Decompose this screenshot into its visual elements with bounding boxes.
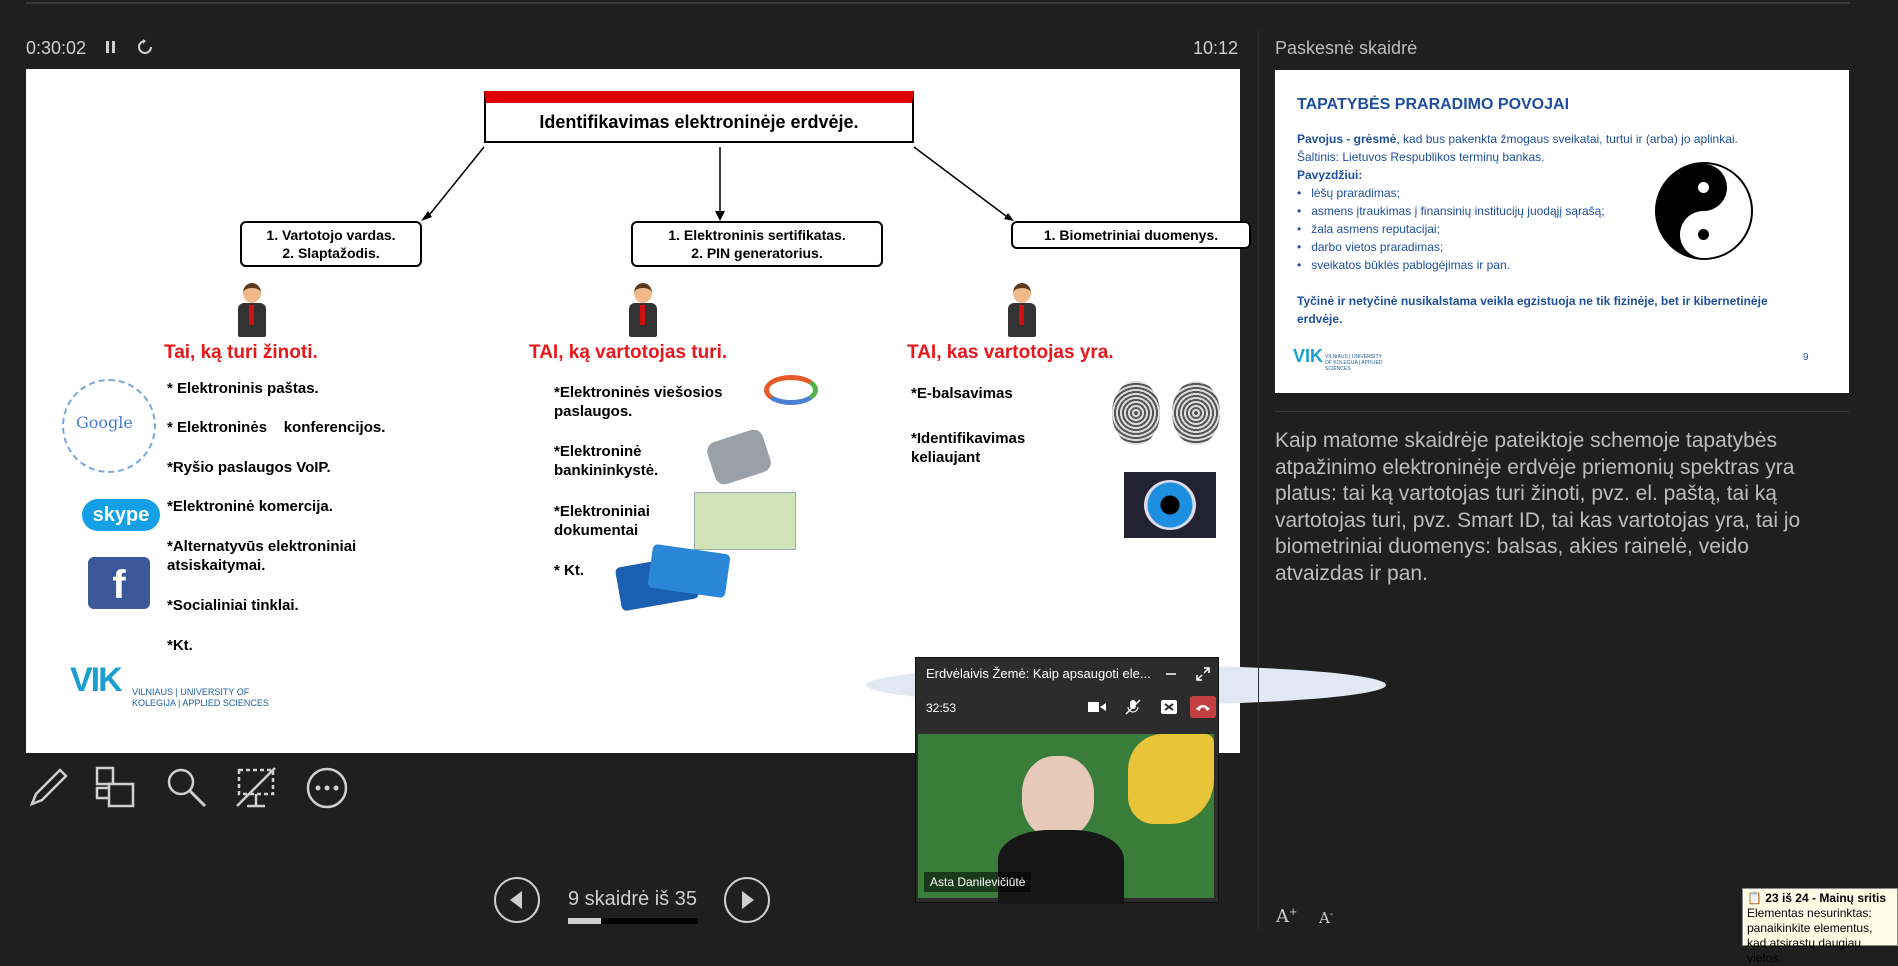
list-item: * Elektroninis paštas. bbox=[167, 380, 319, 397]
next-logo-caption: VILNIAUS | UNIVERSITY OF KOLEGIJA | APPLIED SCIENCES bbox=[1325, 354, 1383, 372]
pause-button[interactable] bbox=[104, 39, 118, 60]
black-screen-button[interactable] bbox=[235, 766, 279, 810]
minimize-button[interactable] bbox=[1158, 663, 1184, 685]
next-slide-title: TAPATYBĖS PRARADIMO POVOJAI bbox=[1297, 96, 1570, 113]
next-slide-label: Paskesnė skaidrė bbox=[1275, 38, 1418, 58]
bubble-line: 1. Vartotojo vardas. bbox=[266, 227, 396, 243]
next-example: • žala asmens reputacijai; bbox=[1297, 222, 1440, 236]
slide-title: Identifikavimas elektroninėje erdvėje. bbox=[484, 91, 914, 143]
bubble-line: 2. PIN generatorius. bbox=[691, 245, 823, 261]
pen-tool-button[interactable] bbox=[26, 766, 70, 810]
bubble-have bbox=[631, 221, 883, 267]
list-item: *Elektroninė komercija. bbox=[167, 498, 333, 515]
e-services-icon bbox=[764, 375, 818, 405]
speaker-notes[interactable]: Kaip matome skaidrėje pateiktoje schemoje tapatybės atpažinimo elektroninėje erdvėje priemonių spektras yra platus: tai ką vartotojas turi žinoti, pvz. el. paštą, tai ką vartotojas turi, pvz. Smart ID, tai kas vartotojas yra, tai jo biometriniai duomenys: balsas, akies rainelė, veido atvaizdas ir pan. bbox=[1275, 429, 1801, 585]
section-know-title: Tai, ką turi žinoti. bbox=[164, 342, 318, 363]
zoom-icon bbox=[165, 766, 209, 810]
next-example: • darbo vietos praradimas; bbox=[1297, 240, 1444, 254]
list-item: * Kt. bbox=[554, 562, 584, 579]
clock: 10:12 bbox=[1193, 38, 1239, 58]
list-item: *Elektroninės viešosios paslaugos. bbox=[554, 384, 723, 420]
slide-progress-fill bbox=[568, 918, 601, 924]
hang-up-button[interactable] bbox=[1190, 696, 1216, 718]
list-item: *E-balsavimas bbox=[911, 385, 1013, 402]
fingerprint-icon bbox=[1112, 381, 1160, 445]
vik-logo: VIK bbox=[70, 661, 121, 699]
panel-divider bbox=[1258, 30, 1259, 930]
hang-up-icon bbox=[1195, 702, 1211, 712]
list-item: *Alternatyvūs elektroniniai atsiskaitymai. bbox=[167, 538, 357, 574]
tooltip-title: 📋 23 iš 24 - Mainų sritis bbox=[1747, 891, 1886, 905]
eye-iris-icon bbox=[1124, 472, 1216, 538]
pause-icon bbox=[104, 39, 118, 55]
section-are-title: TAI, kas vartotojas yra. bbox=[907, 342, 1114, 363]
camera-icon bbox=[1088, 701, 1106, 713]
example-text: lėšų praradimas; bbox=[1311, 186, 1400, 200]
previous-slide-button[interactable] bbox=[494, 877, 540, 923]
list-item: *Identifikavimas keliaujant bbox=[911, 430, 1026, 466]
logo-caption-line: VILNIAUS | UNIVERSITY OF bbox=[132, 687, 250, 697]
slides-grid-icon bbox=[95, 766, 139, 810]
example-text: žala asmens reputacijai; bbox=[1311, 222, 1440, 236]
call-title: Erdvėlaivis Žemė: Kaip apsaugoti ele... bbox=[926, 666, 1151, 681]
video-call-window[interactable] bbox=[915, 657, 1219, 903]
elapsed-timer: 0:30:02 bbox=[26, 38, 87, 58]
next-slide-preview[interactable] bbox=[1275, 70, 1849, 393]
stop-share-icon bbox=[1161, 700, 1177, 714]
next-definition-text: , kad bus pakenkta žmogaus sveikatai, turtui ir (arba) jo aplinkai. bbox=[1396, 132, 1738, 146]
next-slide-button[interactable] bbox=[724, 877, 770, 923]
restart-icon bbox=[137, 39, 153, 55]
list-item: *Elektroniniai dokumentai bbox=[554, 503, 650, 539]
list-item: *Ryšio paslaugos VoIP. bbox=[167, 459, 331, 476]
list-item: *Kt. bbox=[167, 637, 193, 654]
next-examples-label: Pavyzdžiui: bbox=[1297, 168, 1363, 182]
person-figure bbox=[1006, 283, 1036, 339]
slide-progress-bar bbox=[568, 918, 698, 924]
zoom-button[interactable] bbox=[165, 766, 209, 810]
section-have-title: TAI, ką vartotojas turi. bbox=[529, 342, 728, 363]
next-source: Šaltinis: Lietuvos Respublikos terminų bankas. bbox=[1297, 150, 1545, 164]
slide-counter: 9 skaidrė iš 35 bbox=[568, 888, 697, 910]
example-text: darbo vietos praradimas; bbox=[1311, 240, 1444, 254]
example-text: sveikatos būklės pablogėjimas ir pan. bbox=[1311, 258, 1510, 272]
restart-button[interactable] bbox=[137, 39, 153, 60]
participant-face bbox=[1022, 756, 1094, 838]
notes-divider bbox=[1275, 411, 1849, 412]
google-icon bbox=[62, 379, 156, 473]
participant-name: Asta Danilevičiūtė bbox=[924, 872, 1031, 892]
chevron-right-icon bbox=[726, 879, 768, 921]
more-icon bbox=[305, 766, 349, 810]
expand-icon bbox=[1196, 667, 1210, 681]
bubble-line: 2. Slaptažodis. bbox=[282, 245, 380, 261]
minimize-icon bbox=[1165, 668, 1177, 680]
example-text: asmens įtraukimas į finansinių institucijų juodąjį sąrašą; bbox=[1311, 204, 1605, 218]
camera-button[interactable] bbox=[1084, 696, 1110, 718]
bubble-line: 1. Elektroninis sertifikatas. bbox=[668, 227, 846, 243]
next-page-number: 9 bbox=[1803, 352, 1809, 363]
next-example: • sveikatos būklės pablogėjimas ir pan. bbox=[1297, 258, 1510, 272]
mute-button[interactable] bbox=[1120, 696, 1146, 718]
facebook-icon: f bbox=[88, 557, 150, 609]
person-figure bbox=[627, 283, 657, 339]
list-item: * Elektroninės konferencijos. bbox=[167, 419, 386, 436]
google-logo-text: Google bbox=[76, 413, 133, 432]
next-footer: Tyčinė ir netyčinė nusikalstama veikla egzistuoja ne tik fizinėje, bet ir kibernetinėje erdvėje. bbox=[1297, 294, 1768, 326]
mic-off-icon bbox=[1125, 699, 1141, 715]
yin-yang-icon bbox=[1655, 162, 1753, 260]
bubble-line: 1. Biometriniai duomenys. bbox=[1043, 227, 1219, 243]
more-options-button[interactable] bbox=[305, 766, 349, 810]
list-item: *Socialiniai tinklai. bbox=[167, 597, 299, 614]
bubble-are bbox=[1011, 221, 1251, 249]
id-card-icon bbox=[694, 492, 796, 550]
vik-logo-caption bbox=[132, 687, 269, 709]
tooltip-title-text: 23 iš 24 - Mainų sritis bbox=[1765, 891, 1886, 905]
decrease-font-button[interactable]: A- bbox=[1319, 909, 1334, 927]
skype-icon: skype bbox=[82, 499, 160, 531]
tooltip-body: Elementas nesurinktas: panaikinkite elementus, kad atsirastų daugiau vietos. bbox=[1747, 906, 1873, 965]
expand-button[interactable] bbox=[1190, 663, 1216, 685]
next-example: • asmens įtraukimas į finansinių institucijų juodąjį sąrašą; bbox=[1297, 204, 1605, 218]
background-decoration bbox=[1128, 734, 1214, 824]
participant-video bbox=[918, 734, 1214, 898]
accessibility-tooltip bbox=[1742, 888, 1898, 965]
top-divider bbox=[26, 2, 1850, 4]
next-vik-logo: VIK bbox=[1293, 346, 1324, 366]
share-screen-button[interactable] bbox=[1156, 696, 1182, 718]
chevron-left-icon bbox=[496, 879, 538, 921]
see-all-slides-button[interactable] bbox=[95, 766, 139, 810]
person-figure bbox=[236, 283, 266, 339]
increase-font-button[interactable]: A+ bbox=[1276, 906, 1298, 927]
participant-body bbox=[998, 830, 1124, 904]
logo-caption-line: KOLEGIJA | APPLIED SCIENCES bbox=[132, 698, 269, 708]
list-item: *Elektroninė bankininkystė. bbox=[554, 443, 659, 479]
next-definition-term: Pavojus - grėsmė bbox=[1297, 132, 1397, 146]
current-slide[interactable] bbox=[26, 69, 1240, 753]
call-duration: 32:53 bbox=[926, 701, 957, 715]
bubble-know bbox=[240, 221, 422, 267]
hide-screen-icon bbox=[235, 766, 279, 810]
fingerprint-icon bbox=[1172, 381, 1220, 445]
pen-icon bbox=[26, 766, 70, 810]
next-example: • lėšų praradimas; bbox=[1297, 186, 1400, 200]
